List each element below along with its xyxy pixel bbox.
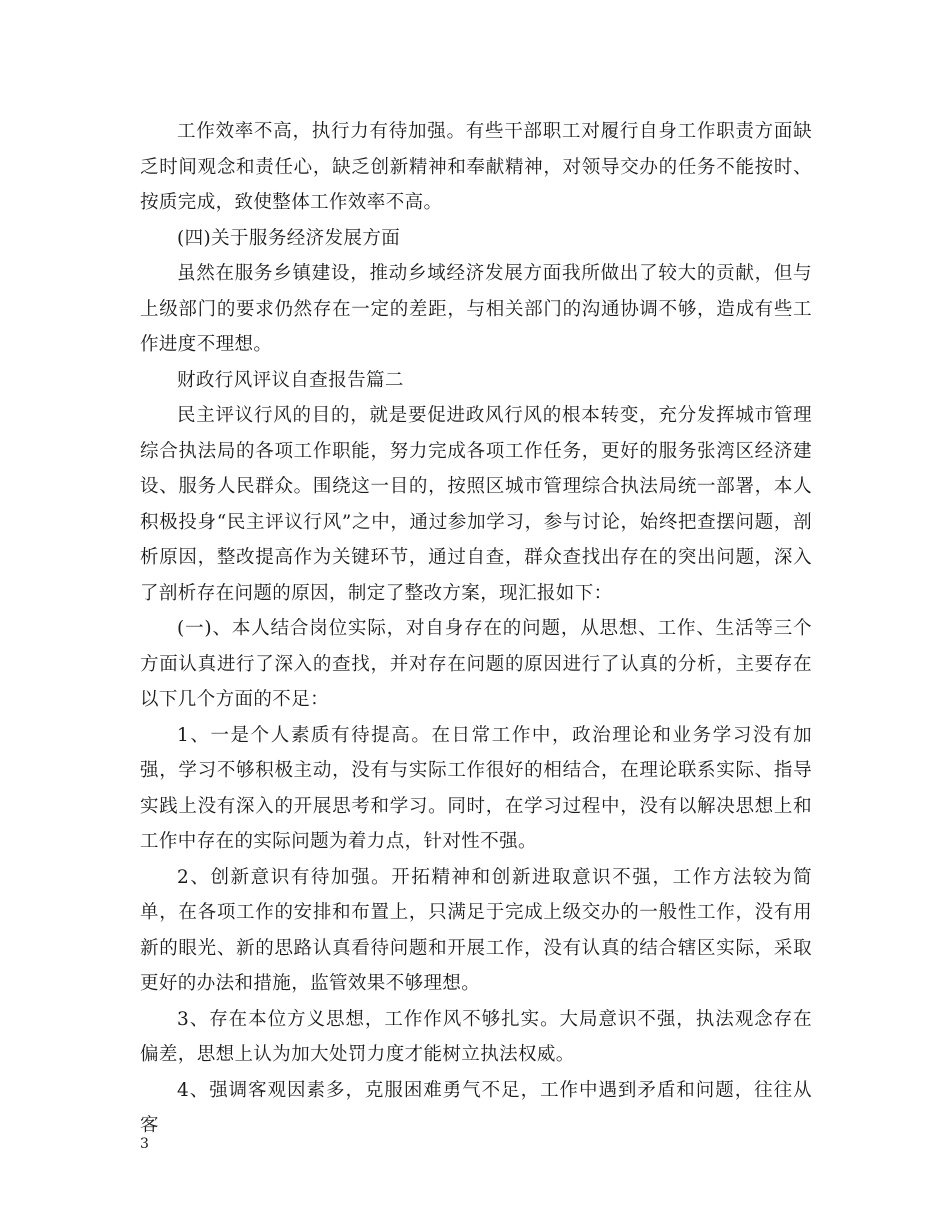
heading-economic-service: (四)关于服务经济发展方面 bbox=[177, 227, 401, 249]
paragraph-item-4: 4、强调客观因素多，克服困难勇气不足，工作中遇到矛盾和问题，往往从客 bbox=[140, 1079, 812, 1136]
paragraph-section-one: (一)、本人结合岗位实际，对自身存在的问题，从思想、工作、生活等三个方面认真进行了深入的查找，并对存在问题的原因进行了认真的分析，主要存在以下几个方面的不足： bbox=[140, 618, 812, 710]
paragraph-item-2: 2、创新意识有待加强。开拓精神和创新进取意识不强，工作方法较为简单，在各项工作的安排和布置上，只满足于完成上级交办的一般性工作，没有用新的眼光、新的思路认真看待问题和开展工作，没有认真的结合辖区实际，采取更好的办法和措施，监管效果不够理想。 bbox=[140, 866, 812, 994]
paragraph-item-1: 1、一是个人素质有待提高。在日常工作中，政治理论和业务学习没有加强，学习不够积极主动，没有与实际工作很好的相结合，在理论联系实际、指导实践上没有深入的开展思考和学习。同时，在学习过程中，没有以解决思想上和工作中存在的实际问题为着力点，针对性不强。 bbox=[140, 724, 812, 852]
paragraph-efficiency: 工作效率不高，执行力有待加强。有些干部职工对履行自身工作职责方面缺乏时间观念和责任心，缺乏创新精神和奉献精神，对领导交办的任务不能按时、按质完成，致使整体工作效率不高。 bbox=[140, 121, 812, 213]
heading-report-part-two: 财政行风评议自查报告篇二 bbox=[177, 369, 404, 391]
paragraph-economic-service: 虽然在服务乡镇建设，推动乡域经济发展方面我所做出了较大的贡献，但与上级部门的要求仍然存在一定的差距，与相关部门的沟通协调不够，造成有些工作进度不理想。 bbox=[140, 263, 812, 355]
paragraph-purpose: 民主评议行风的目的，就是要促进政风行风的根本转变，充分发挥城市管理综合执法局的各项工作职能，努力完成各项工作任务，更好的服务张湾区经济建设、服务人民群众。围绕这一目的，按照区城市管理综合执法局统一部署，本人积极投身“民主评议行风”之中，通过参加学习，参与讨论，始终把查摆问题，剖析原因，整改提高作为关键环节，通过自查，群众查找出存在的突出问题，深入了剖析存在问题的原因，制定了整改方案，现汇报如下： bbox=[140, 405, 812, 604]
document-body bbox=[140, 114, 812, 1144]
page-number: 3 bbox=[140, 1136, 149, 1152]
paragraph-item-3: 3、存在本位方义思想，工作作风不够扎实。大局意识不强，执法观念存在偏差，思想上认为加大处罚力度才能树立执法权威。 bbox=[140, 1008, 812, 1065]
